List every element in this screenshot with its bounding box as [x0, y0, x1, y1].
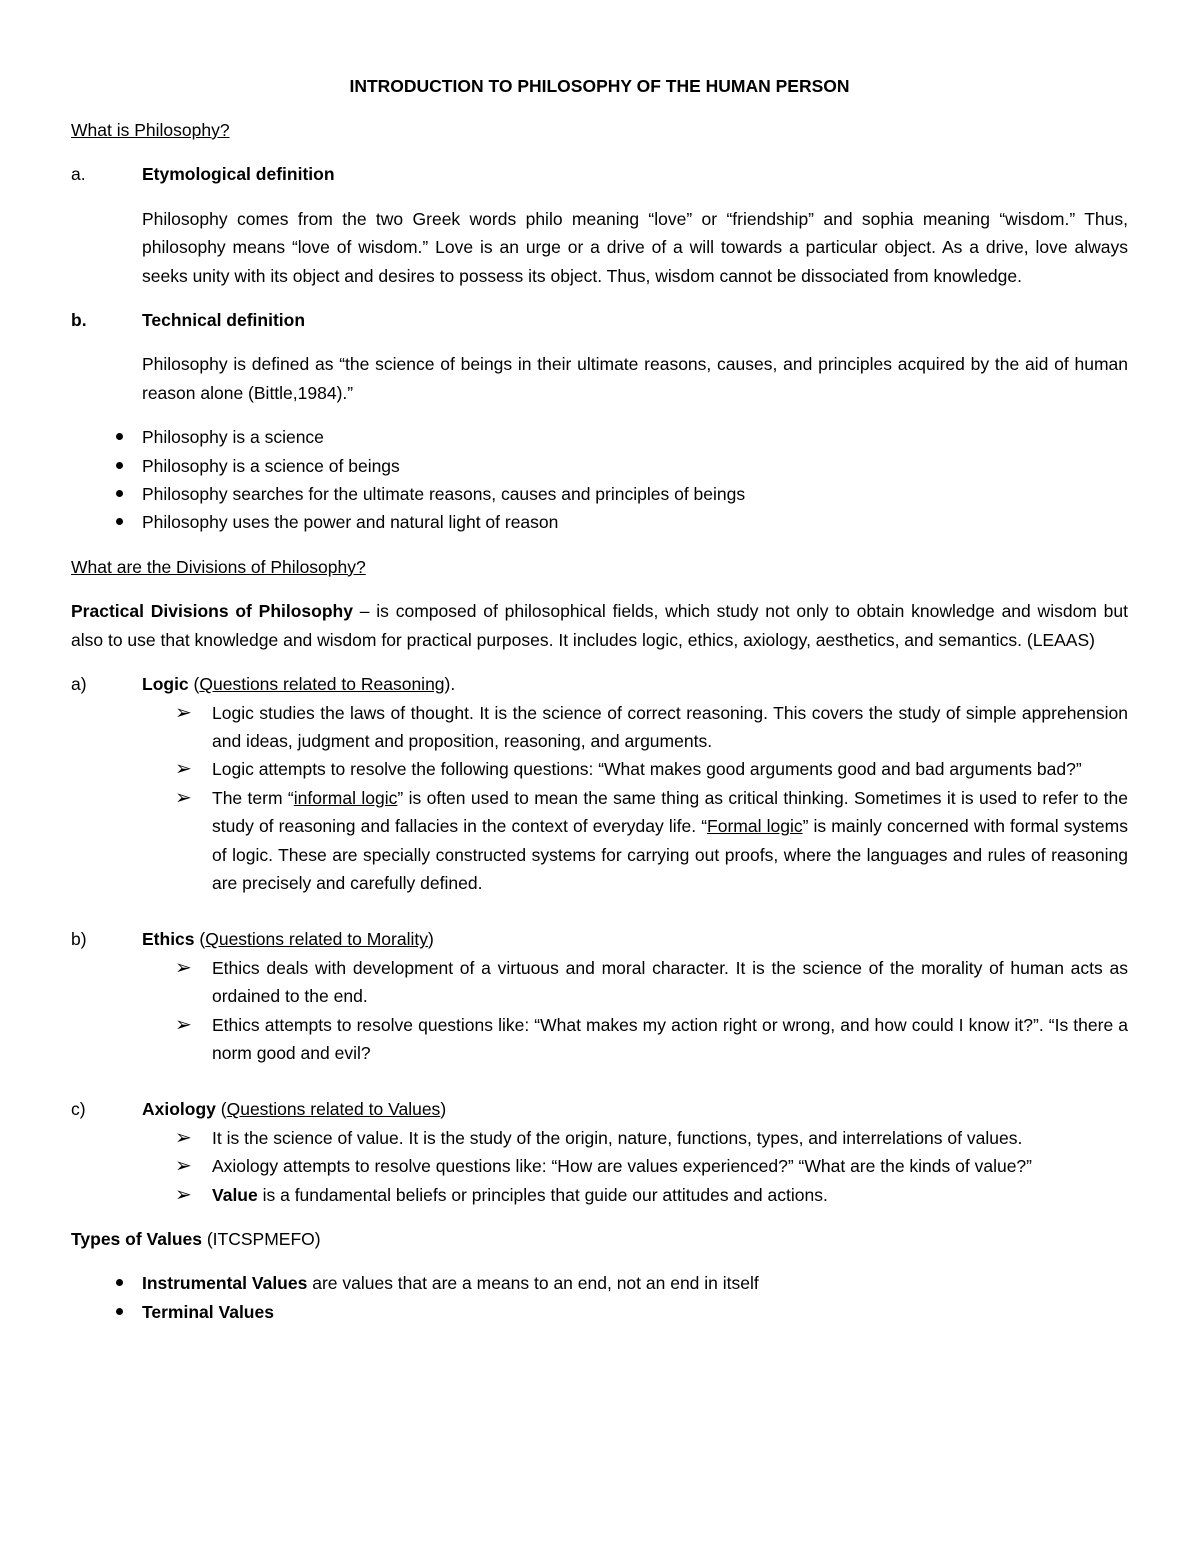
practical-term: Practical Divisions of Philosophy	[71, 601, 353, 622]
logic-list	[71, 699, 1128, 898]
list-label: b.	[71, 310, 87, 331]
bullet-icon	[116, 462, 123, 469]
document-title: INTRODUCTION TO PHILOSOPHY OF THE HUMAN PERSON	[349, 76, 850, 96]
technical-text: Philosophy is defined as “the science of beings in their ultimate reasons, causes, and principles acquired by the aid of human reason alone (Bittle,1984).”	[142, 354, 1128, 403]
axiology-list	[71, 1124, 1128, 1209]
value-term: Value	[212, 1184, 258, 1205]
list-item: ➢ Ethics deals with development of a virtuous and moral character. It is the science of the morality of human acts as ordained to the end.	[71, 954, 1128, 1011]
arrow-bullet-icon: ➢	[175, 701, 192, 724]
logic-subtitle: Questions related to Reasoning	[199, 674, 445, 695]
bullet-icon	[116, 1279, 123, 1286]
philosophy-points-list	[71, 423, 1128, 537]
logic-heading: a) Logic (Questions related to Reasoning).	[71, 670, 1128, 698]
question-what-is-philosophy: What is Philosophy?	[71, 120, 230, 140]
list-label: a)	[71, 674, 87, 695]
list-item: Philosophy is a science	[71, 423, 1128, 451]
technical-heading	[71, 306, 1128, 334]
list-item: Instrumental Values are values that are a means to an end, not an end in itself	[71, 1269, 1128, 1297]
list-item: ➢ Logic studies the laws of thought. It is the science of correct reasoning. This covers the study of simple apprehension and ideas, judgment and proposition, reasoning, and arguments.	[71, 699, 1128, 756]
etymological-text: Philosophy comes from the two Greek words philo meaning “love” or “friendship” and sophia meaning “wisdom.” Thus, philosophy means “love of wisdom.” Love is an urge or a drive of a will towards a particular object. As a drive, love always seeks unity with its object and desires to possess its object. Thus, wisdom cannot be dissociated from knowledge.	[142, 208, 1128, 286]
ethics-subtitle: Questions related to Morality	[205, 929, 428, 950]
types-of-values-list	[71, 1269, 1128, 1326]
list-item: Terminal Values	[71, 1298, 1128, 1326]
bullet-icon	[116, 518, 123, 525]
list-label: b)	[71, 929, 87, 950]
arrow-bullet-icon: ➢	[175, 786, 192, 809]
bullet-icon	[116, 433, 123, 440]
etymological-heading	[71, 160, 1128, 188]
arrow-bullet-icon: ➢	[175, 1126, 192, 1149]
axiology-heading: c) Axiology (Questions related to Values)	[71, 1095, 1128, 1123]
arrow-bullet-icon: ➢	[175, 758, 192, 781]
arrow-bullet-icon: ➢	[175, 1155, 192, 1178]
list-label: a.	[71, 164, 86, 185]
ethics-heading: b) Ethics (Questions related to Morality)	[71, 925, 1128, 953]
bullet-icon	[116, 1308, 123, 1315]
arrow-bullet-icon: ➢	[175, 956, 192, 979]
list-item: ➢ It is the science of value. It is the study of the origin, nature, functions, types, and interrelations of values.	[71, 1124, 1128, 1152]
list-item: ➢ Value is a fundamental beliefs or principles that guide our attitudes and actions.	[71, 1181, 1128, 1209]
bullet-icon	[116, 490, 123, 497]
practical-text: – is composed of philosophical fields, which study not only to obtain knowledge and wisdom but also to use that knowledge and wisdom for practical purposes. It includes logic, ethics, axiology, aesthetics, and semantics. (LEAAS)	[71, 601, 1128, 650]
question-divisions: What are the Divisions of Philosophy?	[71, 556, 366, 577]
heading-text: Etymological definition	[142, 164, 335, 185]
document-page	[71, 72, 1128, 1326]
arrow-bullet-icon: ➢	[175, 1013, 192, 1036]
list-item: Philosophy searches for the ultimate reasons, causes and principles of beings	[71, 480, 1128, 508]
list-item: Philosophy is a science of beings	[71, 452, 1128, 480]
ethics-list	[71, 954, 1128, 1068]
list-item: Philosophy uses the power and natural light of reason	[71, 508, 1128, 536]
heading-text: Technical definition	[142, 310, 306, 331]
types-of-values-heading: Types of Values (ITCSPMEFO)	[71, 1229, 321, 1249]
list-label: c)	[71, 1099, 86, 1120]
list-item: ➢ Ethics attempts to resolve questions like: “What makes my action right or wrong, and how could I know it?”. “Is there a norm good and evil?	[71, 1011, 1128, 1068]
arrow-bullet-icon: ➢	[175, 1183, 192, 1206]
list-item: ➢ Logic attempts to resolve the following questions: “What makes good arguments good and bad arguments bad?”	[71, 755, 1128, 783]
axiology-subtitle: Questions related to Values	[226, 1099, 441, 1120]
list-item: ➢ The term “informal logic” is often used to mean the same thing as critical thinking. Sometimes it is used to refer to the study of reasoning and fallacies in the context of everyday life. “Formal logic” is mainly concerned with formal systems of logic. These are specially constructed systems for carrying out proofs, where the languages and rules of reasoning are precisely and carefully defined.	[71, 784, 1128, 898]
list-item: ➢ Axiology attempts to resolve questions like: “How are values experienced?” “What are the kinds of value?”	[71, 1152, 1128, 1180]
practical-divisions-paragraph	[71, 597, 1128, 654]
informal-logic-term: informal logic	[293, 787, 398, 808]
formal-logic-term: Formal logic	[707, 816, 803, 837]
